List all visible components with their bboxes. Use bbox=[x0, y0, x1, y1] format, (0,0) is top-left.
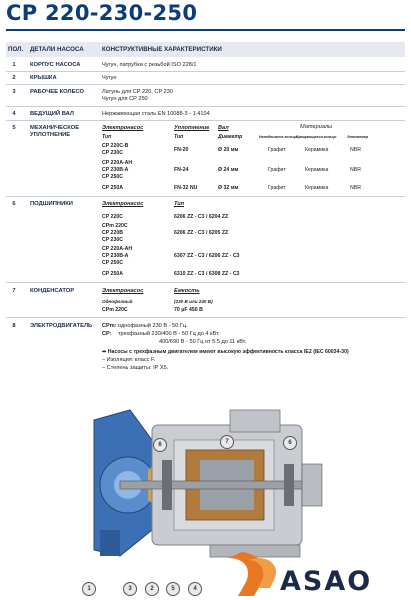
row-part: УПЛОТНЕНИЕ bbox=[30, 132, 71, 138]
seal-mat1: Графит bbox=[268, 167, 286, 173]
seal-sub-ring: Неподвижное кольцо bbox=[259, 135, 298, 139]
seal-type: FN-20 bbox=[174, 147, 189, 153]
pump-cutaway-illustration bbox=[90, 380, 330, 580]
callout-2: 2 bbox=[145, 582, 159, 596]
motor-protection: – Степень защиты: IP X5. bbox=[102, 365, 169, 371]
capacitor-header-cap: Емкость bbox=[174, 288, 200, 294]
bearings-header-pump: Электронасос bbox=[102, 201, 144, 207]
capacitor-value: 70 μF 450 В bbox=[174, 307, 203, 313]
row-part: МЕХАНИЧЕСКОЕ bbox=[30, 125, 80, 131]
row-part: КРЫШКА bbox=[30, 75, 57, 81]
row-number: 8 bbox=[12, 323, 16, 329]
seal-sub-type: Тип bbox=[102, 134, 112, 140]
row-part: ПОДШИПНИКИ bbox=[30, 201, 73, 207]
bearing-pump: CP 250A bbox=[102, 271, 123, 277]
seal-mat2: Керамика bbox=[305, 147, 329, 153]
asao-logo-text: ASAO bbox=[280, 566, 373, 597]
bearing-type: 6206 ZZ - C3 / 6205 ZZ bbox=[174, 230, 229, 236]
capacitor-sub-cap: (230 В или 240 В) bbox=[174, 299, 213, 304]
row-separator bbox=[6, 317, 405, 318]
title-rule bbox=[6, 29, 405, 31]
callout-7: 7 bbox=[220, 435, 234, 449]
seal-sub-diam: Диаметр bbox=[218, 134, 243, 140]
seal-pump: CP 230B-A bbox=[102, 167, 129, 173]
seal-mat2: Керамика bbox=[305, 167, 329, 173]
seal-pump: CP 220C-B bbox=[102, 143, 129, 149]
motor-efficiency-note: ➡ Насосы с трехфазным двигателем имеют высокую эффективность класса IE2 (IEC 60034-30) bbox=[102, 349, 349, 355]
bearing-type: 6307 ZZ - C3 / 6206 ZZ - C3 bbox=[174, 253, 240, 259]
bearing-pump: CP 220A-AH bbox=[102, 246, 133, 252]
bearing-type: 6310 ZZ - C3 / 6308 ZZ - C3 bbox=[174, 271, 240, 277]
seal-header-shaft: Вал bbox=[218, 125, 229, 131]
bearings-header-type: Тип bbox=[174, 201, 185, 207]
row-desc: Латунь для CP 220, CP 230 bbox=[102, 89, 173, 95]
motor-cpm-text: однофазный 230 В - 50 Гц. bbox=[118, 323, 188, 329]
row-number: 3 bbox=[12, 89, 16, 95]
seal-type: FN-32 NU bbox=[174, 185, 198, 191]
row-separator bbox=[6, 84, 405, 85]
row-number: 2 bbox=[12, 75, 16, 81]
seal-mat1: Графит bbox=[268, 147, 286, 153]
seal-mat3: NBR bbox=[350, 147, 361, 153]
seal-shaft: Ø 24 мм bbox=[218, 167, 239, 173]
row-separator bbox=[6, 282, 405, 283]
row-separator bbox=[6, 196, 405, 197]
row-number: 5 bbox=[12, 125, 16, 131]
row-separator bbox=[6, 106, 405, 107]
bearing-pump: CP 230B-A bbox=[102, 253, 129, 259]
motor-insulation: – Изоляция: класс F. bbox=[102, 357, 156, 363]
header-pos: ПОЛ. bbox=[8, 46, 24, 53]
seal-pump: CP 250A bbox=[102, 185, 123, 191]
header-part: ДЕТАЛИ НАСОСА bbox=[30, 46, 84, 53]
bearing-pump: CP 250C bbox=[102, 260, 123, 266]
bearing-type: 6206 ZZ - C3 / 6204 ZZ bbox=[174, 214, 229, 220]
callout-4: 4 bbox=[188, 582, 202, 596]
row-separator bbox=[6, 120, 405, 121]
seal-sub-rot: Вращающееся кольцо bbox=[296, 135, 337, 139]
motor-cp-text2: 400/690 В - 50 Гц от 5.5 до 11 кВт. bbox=[159, 339, 247, 345]
capacitor-pump: CPm 220C bbox=[102, 307, 128, 313]
seal-mat3: NBR bbox=[350, 167, 361, 173]
seal-mat1: Графит bbox=[268, 185, 286, 191]
row-part: ЭЛЕКТРОДВИГАТЕЛЬ bbox=[30, 323, 93, 329]
row-desc: Чугун bbox=[102, 75, 117, 81]
seal-sub-elast: Эластомер bbox=[347, 135, 369, 139]
seal-mat2: Керамика bbox=[305, 185, 329, 191]
row-number: 4 bbox=[12, 111, 16, 117]
bearing-pump: CP 230C bbox=[102, 237, 123, 243]
page-title: CP 220-230-250 bbox=[6, 1, 198, 25]
motor-cp-text1: трехфазный 230/400 В - 50 Гц до 4 кВт. bbox=[118, 331, 220, 337]
row-number: 1 bbox=[12, 62, 16, 68]
callout-6: 6 bbox=[283, 436, 297, 450]
motor-cpm-label: CPm: bbox=[102, 323, 117, 329]
row-desc: Нержавеющая сталь EN 10088-3 - 1.4104 bbox=[102, 111, 210, 117]
seal-mat3: NBR bbox=[350, 185, 361, 191]
seal-type: FN-24 bbox=[174, 167, 189, 173]
motor-cp-label: CP: bbox=[102, 331, 112, 337]
bearing-pump: CP 220C bbox=[102, 214, 123, 220]
row-part: ВЕДУЩИЙ ВАЛ bbox=[30, 111, 74, 117]
header-desc: КОНСТРУКТИВНЫЕ ХАРАКТЕРИСТИКИ bbox=[102, 46, 222, 53]
seal-pump: CP 230C bbox=[102, 150, 123, 156]
callout-6: 6 bbox=[153, 438, 167, 452]
asao-logo-mark-icon bbox=[224, 548, 284, 600]
seal-sub-type2: Тип bbox=[174, 134, 184, 140]
seal-shaft: Ø 32 мм bbox=[218, 185, 239, 191]
row-part: КОРПУС НАСОСА bbox=[30, 62, 81, 68]
capacitor-sub-pump: Однофазный bbox=[102, 299, 133, 304]
callout-1: 1 bbox=[82, 582, 96, 596]
row-part: КОНДЕНСАТОР bbox=[30, 288, 75, 294]
seal-shaft: Ø 20 мм bbox=[218, 147, 239, 153]
seal-header-pump: Электронасос bbox=[102, 125, 144, 131]
callout-5: 5 bbox=[166, 582, 180, 596]
seal-pump: CP 250C bbox=[102, 174, 123, 180]
callout-3: 3 bbox=[123, 582, 137, 596]
row-part: РАБОЧЕЕ КОЛЕСО bbox=[30, 89, 85, 95]
seal-pump: CP 220A-AH bbox=[102, 160, 133, 166]
row-desc: Чугун, патрубки с резьбой ISO 228/1 bbox=[102, 62, 197, 68]
row-desc: Чугун для CP 250 bbox=[102, 96, 148, 102]
bearing-pump: CP 220B bbox=[102, 230, 123, 236]
row-separator bbox=[6, 71, 405, 72]
row-number: 6 bbox=[12, 201, 16, 207]
bearing-pump: CPm 220C bbox=[102, 223, 128, 229]
seal-header-materials: Материалы bbox=[300, 124, 333, 130]
capacitor-header-pump: Электронасос bbox=[102, 288, 144, 294]
seal-header-seal: Уплотнение bbox=[174, 125, 210, 131]
row-number: 7 bbox=[12, 288, 16, 294]
